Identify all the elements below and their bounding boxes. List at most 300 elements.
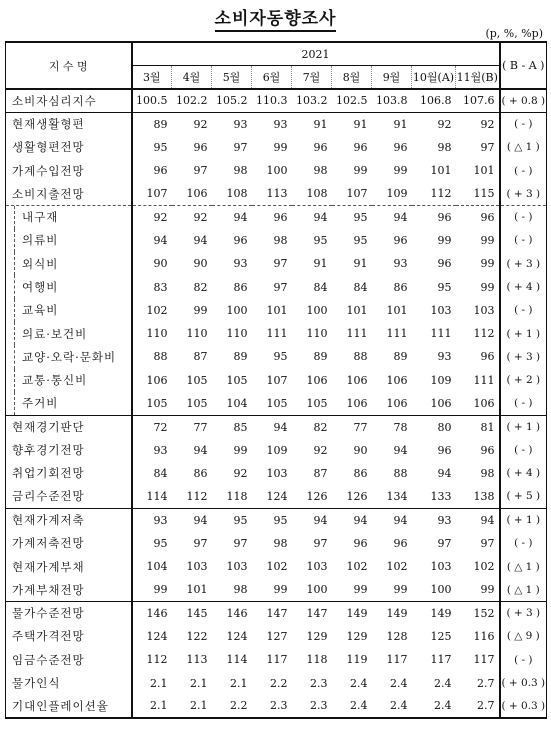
row-value: 91 bbox=[332, 112, 372, 135]
row-value: 99 bbox=[437, 233, 452, 247]
row-value: 97 bbox=[233, 536, 248, 550]
row-value: 105 bbox=[146, 396, 168, 410]
table-row bbox=[6, 485, 547, 508]
row-value: 2.4 bbox=[434, 676, 452, 690]
table-row bbox=[6, 625, 547, 648]
row-name: 가계부채전망 bbox=[6, 578, 132, 601]
row-value: 97 bbox=[193, 164, 208, 178]
row-value: 98 bbox=[273, 233, 288, 247]
row-value: 96 bbox=[353, 140, 368, 154]
row-value: 99 bbox=[193, 303, 208, 317]
row-value: 96 bbox=[393, 140, 408, 154]
row-value: 86 bbox=[233, 280, 248, 294]
row-value: 97 bbox=[233, 140, 248, 154]
row-diff: ( + 1 ) bbox=[500, 508, 547, 531]
row-value: 107 bbox=[266, 373, 288, 387]
table-row bbox=[6, 508, 547, 531]
row-value: 103.8 bbox=[372, 89, 412, 112]
page-title bbox=[0, 4, 551, 29]
row-name: 교육비 bbox=[6, 299, 132, 322]
row-value: 98 bbox=[233, 583, 248, 597]
row-value: 100 bbox=[430, 583, 452, 597]
row-value: 101 bbox=[473, 164, 495, 178]
row-value: 95 bbox=[153, 536, 168, 550]
row-value: 117 bbox=[386, 653, 408, 667]
table-row bbox=[6, 555, 547, 578]
row-value: 91 bbox=[353, 257, 368, 271]
row-value: 94 bbox=[153, 233, 168, 247]
row-value: 95 bbox=[313, 233, 328, 247]
row-value: 103 bbox=[266, 466, 288, 480]
row-value: 2.4 bbox=[372, 695, 412, 718]
header-month: 10월(A) bbox=[412, 66, 456, 90]
row-value: 111 bbox=[430, 327, 452, 341]
row-value: 98 bbox=[480, 466, 495, 480]
row-value: 92 bbox=[412, 112, 456, 135]
row-diff: ( - ) bbox=[500, 438, 547, 461]
row-value: 101 bbox=[186, 583, 208, 597]
row-value: 94 bbox=[193, 233, 208, 247]
row-value: 77 bbox=[332, 415, 372, 438]
row-value: 99 bbox=[353, 164, 368, 178]
table-row bbox=[6, 369, 547, 392]
row-value: 98 bbox=[437, 140, 452, 154]
row-value: 2.1 bbox=[190, 676, 208, 690]
row-value: 146 bbox=[132, 602, 172, 625]
row-name: 의류비 bbox=[6, 229, 132, 252]
row-value: 94 bbox=[292, 508, 332, 531]
row-value: 85 bbox=[212, 415, 252, 438]
row-value: 2.4 bbox=[350, 676, 368, 690]
row-value: 80 bbox=[412, 415, 456, 438]
row-name: 현재가계저축 bbox=[6, 508, 132, 531]
row-value: 126 bbox=[346, 489, 368, 503]
row-value: 102 bbox=[473, 560, 495, 574]
row-value: 101 bbox=[346, 303, 368, 317]
header-month: 11월(B) bbox=[456, 66, 500, 90]
row-value: 88 bbox=[353, 350, 368, 364]
row-value: 96 bbox=[456, 205, 500, 228]
row-value: 145 bbox=[172, 602, 212, 625]
row-name: 기대인플레이션율 bbox=[6, 695, 132, 718]
row-name: 임금수준전망 bbox=[6, 648, 132, 671]
row-value: 124 bbox=[146, 629, 168, 643]
row-value: 98 bbox=[233, 164, 248, 178]
table-row bbox=[6, 392, 547, 415]
row-value: 94 bbox=[372, 205, 412, 228]
row-value: 107 bbox=[346, 187, 368, 201]
row-diff: ( △ 9 ) bbox=[500, 625, 547, 648]
subgroup-dash-border bbox=[14, 345, 15, 368]
row-value: 96 bbox=[393, 536, 408, 550]
row-value: 97 bbox=[193, 536, 208, 550]
row-value: 93 bbox=[252, 112, 292, 135]
table-row bbox=[6, 462, 547, 485]
row-value: 97 bbox=[273, 257, 288, 271]
table-row bbox=[6, 136, 547, 159]
row-value: 117 bbox=[430, 653, 452, 667]
row-value: 110 bbox=[186, 327, 208, 341]
row-value: 102.2 bbox=[172, 89, 212, 112]
table-row bbox=[6, 112, 547, 135]
subgroup-dash-border bbox=[14, 369, 15, 392]
subgroup-dash-border bbox=[14, 392, 15, 415]
row-value: 77 bbox=[172, 415, 212, 438]
row-value: 112 bbox=[473, 327, 495, 341]
row-value: 118 bbox=[226, 489, 248, 503]
row-value: 96 bbox=[480, 350, 495, 364]
row-value: 117 bbox=[266, 653, 288, 667]
row-value: 117 bbox=[473, 653, 495, 667]
subgroup-dash-border bbox=[14, 299, 15, 322]
row-value: 119 bbox=[346, 653, 368, 667]
row-value: 95 bbox=[437, 280, 452, 294]
row-diff: ( + 3 ) bbox=[500, 252, 547, 275]
table-row bbox=[6, 695, 547, 718]
row-value: 111 bbox=[473, 373, 495, 387]
row-value: 99 bbox=[273, 583, 288, 597]
row-value: 96 bbox=[193, 140, 208, 154]
table-row bbox=[6, 438, 547, 461]
row-diff: ( - ) bbox=[500, 532, 547, 555]
row-value: 90 bbox=[353, 443, 368, 457]
row-value: 92 bbox=[172, 205, 212, 228]
row-value: 99 bbox=[480, 257, 495, 271]
row-value: 78 bbox=[372, 415, 412, 438]
row-value: 138 bbox=[473, 489, 495, 503]
row-value: 106 bbox=[386, 396, 408, 410]
header-month: 7월 bbox=[292, 66, 332, 90]
row-diff: ( △ 1 ) bbox=[500, 555, 547, 578]
row-value: 111 bbox=[346, 327, 368, 341]
row-name: 취업기회전망 bbox=[6, 462, 132, 485]
row-value: 109 bbox=[386, 187, 408, 201]
row-name: 교양·오락·문화비 bbox=[6, 345, 132, 368]
row-value: 147 bbox=[252, 602, 292, 625]
row-value: 134 bbox=[386, 489, 408, 503]
table-row bbox=[6, 275, 547, 298]
row-value: 129 bbox=[306, 629, 328, 643]
row-value: 2.4 bbox=[332, 695, 372, 718]
row-diff: ( - ) bbox=[500, 205, 547, 228]
row-name: 여행비 bbox=[6, 275, 132, 298]
row-value: 84 bbox=[353, 280, 368, 294]
row-value: 2.3 bbox=[310, 676, 328, 690]
row-value: 89 bbox=[313, 350, 328, 364]
row-value: 89 bbox=[393, 350, 408, 364]
row-value: 110 bbox=[226, 327, 248, 341]
row-value: 72 bbox=[132, 415, 172, 438]
table-row bbox=[6, 415, 547, 438]
row-value: 106 bbox=[306, 373, 328, 387]
row-value: 2.2 bbox=[270, 676, 288, 690]
row-value: 133 bbox=[430, 489, 452, 503]
row-value: 109 bbox=[430, 373, 452, 387]
row-value: 84 bbox=[313, 280, 328, 294]
row-value: 92 bbox=[313, 443, 328, 457]
row-value: 126 bbox=[306, 489, 328, 503]
row-name: 현재가계부채 bbox=[6, 555, 132, 578]
row-diff: ( △ 1 ) bbox=[500, 578, 547, 601]
row-value: 93 bbox=[393, 257, 408, 271]
row-value: 94 bbox=[332, 508, 372, 531]
row-value: 88 bbox=[153, 350, 168, 364]
row-value: 103 bbox=[186, 560, 208, 574]
header-month: 4월 bbox=[172, 66, 212, 90]
row-value: 96 bbox=[233, 233, 248, 247]
row-value: 99 bbox=[480, 233, 495, 247]
table-row bbox=[6, 578, 547, 601]
row-value: 112 bbox=[146, 653, 168, 667]
row-value: 81 bbox=[456, 415, 500, 438]
row-value: 97 bbox=[273, 280, 288, 294]
row-name: 소비지출전망 bbox=[6, 182, 132, 205]
row-value: 127 bbox=[266, 629, 288, 643]
row-diff: ( △ 1 ) bbox=[500, 136, 547, 159]
row-value: 152 bbox=[456, 602, 500, 625]
row-name: 주거비 bbox=[6, 392, 132, 415]
row-value: 96 bbox=[480, 443, 495, 457]
row-value: 87 bbox=[193, 350, 208, 364]
row-value: 99 bbox=[273, 140, 288, 154]
row-value: 93 bbox=[153, 443, 168, 457]
table-row bbox=[6, 648, 547, 671]
row-diff: ( + 1 ) bbox=[500, 322, 547, 345]
row-diff: ( - ) bbox=[500, 299, 547, 322]
row-diff: ( - ) bbox=[500, 159, 547, 182]
row-value: 114 bbox=[226, 653, 248, 667]
row-value: 96 bbox=[412, 205, 456, 228]
row-value: 103 bbox=[306, 560, 328, 574]
row-value: 94 bbox=[456, 508, 500, 531]
table-body bbox=[6, 89, 547, 718]
row-value: 100 bbox=[306, 303, 328, 317]
row-value: 106.8 bbox=[412, 89, 456, 112]
row-value: 86 bbox=[353, 466, 368, 480]
row-value: 112 bbox=[186, 489, 208, 503]
row-value: 128 bbox=[386, 629, 408, 643]
row-value: 93 bbox=[412, 508, 456, 531]
row-diff: ( + 5 ) bbox=[500, 485, 547, 508]
row-value: 93 bbox=[132, 508, 172, 531]
row-name: 내구재 bbox=[6, 205, 132, 228]
row-value: 106 bbox=[346, 373, 368, 387]
row-value: 83 bbox=[153, 280, 168, 294]
header-month: 9월 bbox=[372, 66, 412, 90]
row-value: 106 bbox=[146, 373, 168, 387]
row-value: 90 bbox=[153, 257, 168, 271]
row-value: 98 bbox=[273, 536, 288, 550]
table-row bbox=[6, 205, 547, 228]
row-value: 109 bbox=[266, 443, 288, 457]
row-value: 111 bbox=[266, 327, 288, 341]
row-diff: ( + 3 ) bbox=[500, 345, 547, 368]
row-value: 92 bbox=[456, 112, 500, 135]
table-row bbox=[6, 602, 547, 625]
row-value: 124 bbox=[266, 489, 288, 503]
row-name: 외식비 bbox=[6, 252, 132, 275]
header-diff-col: ( B - A ) bbox=[500, 42, 547, 89]
row-value: 106 bbox=[386, 373, 408, 387]
row-value: 2.7 bbox=[477, 676, 495, 690]
row-diff: ( + 0.3 ) bbox=[500, 695, 547, 718]
row-value: 100.5 bbox=[132, 89, 172, 112]
row-value: 147 bbox=[292, 602, 332, 625]
row-value: 95 bbox=[273, 350, 288, 364]
header-month: 3월 bbox=[132, 66, 172, 90]
row-name: 주택가격전망 bbox=[6, 625, 132, 648]
row-name: 물가인식 bbox=[6, 671, 132, 694]
row-value: 2.7 bbox=[456, 695, 500, 718]
row-value: 91 bbox=[313, 257, 328, 271]
row-value: 96 bbox=[393, 233, 408, 247]
row-value: 97 bbox=[480, 140, 495, 154]
header-name-col: 지 수 명 bbox=[6, 42, 132, 89]
row-value: 124 bbox=[226, 629, 248, 643]
header-month: 6월 bbox=[252, 66, 292, 90]
row-name: 가계저축전망 bbox=[6, 532, 132, 555]
row-value: 102 bbox=[386, 560, 408, 574]
row-diff: ( - ) bbox=[500, 392, 547, 415]
row-value: 95 bbox=[252, 508, 292, 531]
row-value: 101 bbox=[386, 303, 408, 317]
table-row bbox=[6, 182, 547, 205]
row-value: 106 bbox=[346, 396, 368, 410]
row-value: 99 bbox=[153, 583, 168, 597]
row-diff: ( - ) bbox=[500, 648, 547, 671]
row-value: 105 bbox=[186, 373, 208, 387]
row-value: 114 bbox=[146, 489, 168, 503]
row-value: 110 bbox=[306, 327, 328, 341]
row-name: 향후경기전망 bbox=[6, 438, 132, 461]
row-value: 108 bbox=[226, 187, 248, 201]
row-value: 102 bbox=[346, 560, 368, 574]
row-value: 99 bbox=[393, 583, 408, 597]
row-value: 149 bbox=[372, 602, 412, 625]
row-value: 105 bbox=[186, 396, 208, 410]
row-value: 99 bbox=[353, 583, 368, 597]
row-value: 99 bbox=[480, 583, 495, 597]
row-value: 94 bbox=[393, 443, 408, 457]
subgroup-dash-border bbox=[14, 275, 15, 298]
row-value: 2.1 bbox=[172, 695, 212, 718]
row-name: 생활형편전망 bbox=[6, 136, 132, 159]
row-diff: ( + 3 ) bbox=[500, 182, 547, 205]
row-value: 96 bbox=[353, 536, 368, 550]
row-name: 교통·통신비 bbox=[6, 369, 132, 392]
unit-label: (p, %, %p) bbox=[485, 27, 543, 40]
row-diff: ( + 2 ) bbox=[500, 369, 547, 392]
row-value: 94 bbox=[437, 466, 452, 480]
row-value: 125 bbox=[430, 629, 452, 643]
row-diff: ( + 4 ) bbox=[500, 275, 547, 298]
row-value: 95 bbox=[332, 205, 372, 228]
consumer-survey-table bbox=[5, 41, 547, 719]
row-value: 95 bbox=[212, 508, 252, 531]
row-value: 110 bbox=[146, 327, 168, 341]
row-value: 86 bbox=[193, 466, 208, 480]
row-value: 103 bbox=[473, 303, 495, 317]
row-value: 91 bbox=[372, 112, 412, 135]
row-value: 92 bbox=[172, 112, 212, 135]
row-value: 101 bbox=[430, 164, 452, 178]
row-value: 115 bbox=[473, 187, 495, 201]
row-name: 의료·보건비 bbox=[6, 322, 132, 345]
row-name: 금리수준전망 bbox=[6, 485, 132, 508]
row-value: 88 bbox=[393, 466, 408, 480]
row-diff: ( + 4 ) bbox=[500, 462, 547, 485]
header-month: 5월 bbox=[212, 66, 252, 90]
row-value: 103 bbox=[430, 560, 452, 574]
row-value: 82 bbox=[193, 280, 208, 294]
row-value: 2.3 bbox=[252, 695, 292, 718]
table-row bbox=[6, 89, 547, 112]
table-row bbox=[6, 532, 547, 555]
row-name: 물가수준전망 bbox=[6, 602, 132, 625]
row-name: 소비자심리지수 bbox=[6, 89, 132, 112]
row-diff: ( + 0.3 ) bbox=[500, 671, 547, 694]
row-value: 89 bbox=[132, 112, 172, 135]
row-value: 122 bbox=[186, 629, 208, 643]
row-value: 149 bbox=[332, 602, 372, 625]
row-value: 105 bbox=[266, 396, 288, 410]
table-row bbox=[6, 345, 547, 368]
row-value: 99 bbox=[480, 280, 495, 294]
row-value: 111 bbox=[386, 327, 408, 341]
row-value: 90 bbox=[193, 257, 208, 271]
row-value: 110.3 bbox=[252, 89, 292, 112]
row-value: 93 bbox=[233, 257, 248, 271]
row-value: 98 bbox=[313, 164, 328, 178]
row-value: 105.2 bbox=[212, 89, 252, 112]
row-value: 105 bbox=[226, 373, 248, 387]
row-value: 102 bbox=[266, 560, 288, 574]
row-value: 107.6 bbox=[456, 89, 500, 112]
row-value: 104 bbox=[226, 396, 248, 410]
row-value: 106 bbox=[430, 396, 452, 410]
row-value: 97 bbox=[313, 536, 328, 550]
row-value: 89 bbox=[233, 350, 248, 364]
row-value: 2.1 bbox=[230, 676, 248, 690]
row-diff: ( + 3 ) bbox=[500, 602, 547, 625]
row-value: 93 bbox=[212, 112, 252, 135]
row-value: 2.1 bbox=[132, 695, 172, 718]
row-value: 2.3 bbox=[292, 695, 332, 718]
row-value: 94 bbox=[172, 508, 212, 531]
row-diff: ( + 1 ) bbox=[500, 415, 547, 438]
row-value: 86 bbox=[393, 280, 408, 294]
row-value: 99 bbox=[233, 443, 248, 457]
header-month: 8월 bbox=[332, 66, 372, 90]
row-value: 103 bbox=[430, 303, 452, 317]
row-value: 100 bbox=[306, 583, 328, 597]
row-value: 106 bbox=[473, 396, 495, 410]
row-value: 146 bbox=[212, 602, 252, 625]
title-text: 소비자동향조사 bbox=[215, 9, 337, 32]
row-value: 2.2 bbox=[212, 695, 252, 718]
table-row bbox=[6, 252, 547, 275]
row-value: 2.1 bbox=[150, 676, 168, 690]
row-value: 94 bbox=[372, 508, 412, 531]
row-value: 107 bbox=[146, 187, 168, 201]
row-value: 92 bbox=[233, 466, 248, 480]
row-diff: ( + 0.8 ) bbox=[500, 89, 547, 112]
row-name: 가계수입전망 bbox=[6, 159, 132, 182]
row-value: 103.2 bbox=[292, 89, 332, 112]
row-value: 97 bbox=[437, 536, 452, 550]
row-value: 84 bbox=[153, 466, 168, 480]
row-value: 96 bbox=[153, 164, 168, 178]
